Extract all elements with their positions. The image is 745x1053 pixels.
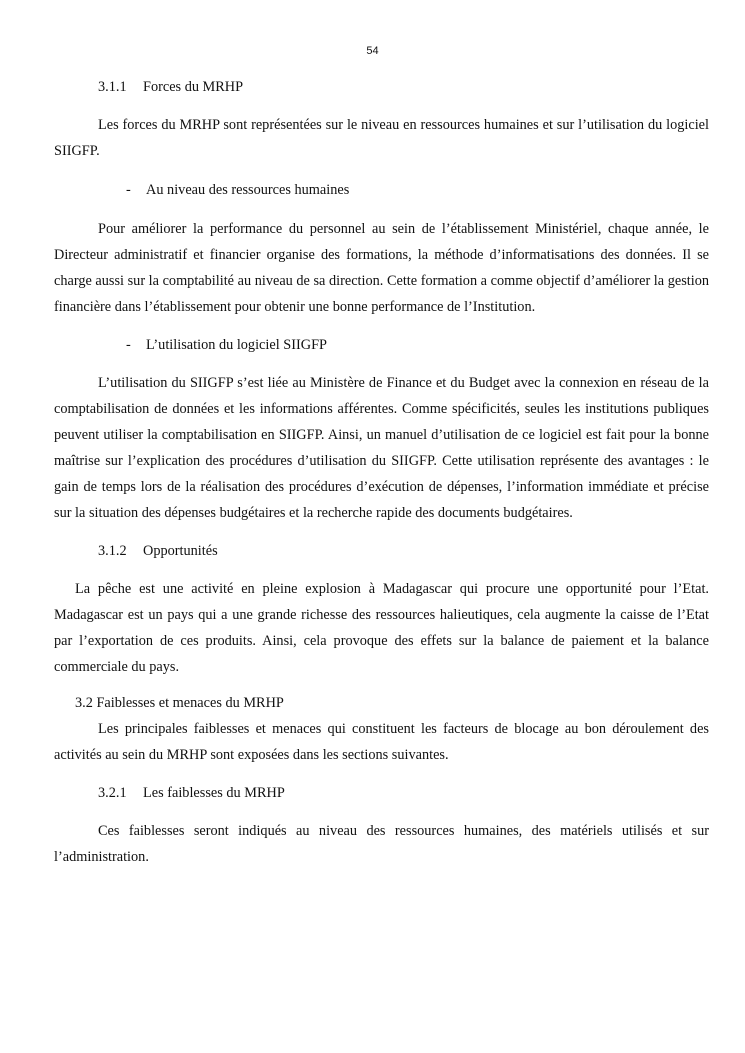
heading-3-2: 3.2 Faiblesses et menaces du MRHP: [75, 695, 284, 711]
heading-title: Les faiblesses du MRHP: [143, 785, 285, 801]
page-number: 54: [366, 45, 379, 57]
paragraph-forces-intro: Les forces du MRHP sont représentées sur le niveau en ressources humaines et sur l’utilisation du logiciel SIIGFP.: [54, 117, 709, 159]
bullet-logiciel-siigfp: [54, 332, 709, 358]
heading-number: 3.1.1: [98, 79, 127, 95]
heading-title: Opportunités: [143, 543, 218, 559]
heading-3-1-2: [54, 538, 709, 564]
heading-3-2-1: [54, 780, 709, 806]
paragraph-ressources-humaines: Pour améliorer la performance du personnel au sein de l’établissement Ministériel, chaque année, le Directeur administratif et financier organise des formations, la méthode d’informatisations des données. Il se charge aussi sur la comptabilité au niveau de sa direction. Cette formation a comme objectif d’améliorer la gestion financière dans l’établissement pour obtenir une bonne performance de l’Institution.: [54, 221, 709, 315]
paragraph-logiciel-siigfp: L’utilisation du SIIGFP s’est liée au Ministère de Finance et du Budget avec la connexion en réseau de la comptabilisation de données et les informations afférentes. Comme spécificités, seules les institutions publiques peuvent utiliser la comptabilisation en SIIGFP. Ainsi, un manuel d’utilisation de ce logiciel est fait pour la bonne maîtrise sur l’explication des procédures d’utilisation du SIIGFP. Cette utilisation représente des avantages : le gain de temps lors de la réalisation des procédures d’exécution de dépenses, l’information immédiate et précise sur la situation des dépenses budgétaires et la recherche rapide des documents budgétaires.: [54, 375, 709, 521]
heading-number: 3.1.2: [98, 543, 127, 559]
heading-3-1-1: [54, 74, 709, 100]
heading-title: Forces du MRHP: [143, 79, 244, 95]
bullet-label: L’utilisation du logiciel SIIGFP: [146, 337, 327, 353]
bullet-ressources-humaines: [54, 177, 709, 203]
document-body: [54, 74, 709, 870]
paragraph-faiblesses: Ces faiblesses seront indiqués au niveau des ressources humaines, des matériels utilisés et sur l’administration.: [54, 823, 709, 865]
paragraph-opportunites: La pêche est une activité en pleine explosion à Madagascar qui procure une opportunité pour l’Etat. Madagascar est un pays qui a une grande richesse des ressources halieutiques, cela augmente la caisse de l’Etat par l’exportation de ces produits. Ainsi, cela provoque des effets sur la balance de paiement et la balance commerciale du pays.: [54, 581, 709, 675]
heading-number: 3.2.1: [98, 785, 127, 801]
bullet-dash: -: [126, 337, 131, 353]
bullet-dash: -: [126, 182, 131, 198]
bullet-label: Au niveau des ressources humaines: [146, 182, 350, 198]
paragraph-faiblesses-menaces: Les principales faiblesses et menaces qui constituent les facteurs de blocage au bon déroulement des activités au sein du MRHP sont exposées dans les sections suivantes.: [54, 721, 709, 763]
